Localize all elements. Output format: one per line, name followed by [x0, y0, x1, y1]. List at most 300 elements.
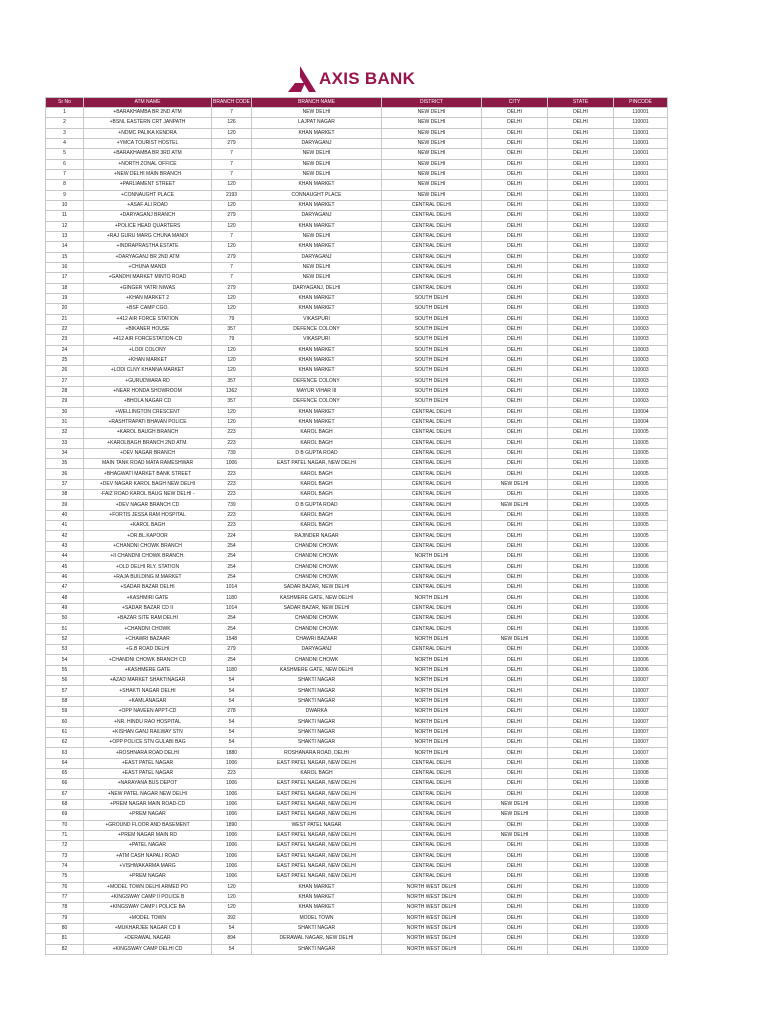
cell-branch-name: EAST PATEL NAGAR, NEW DELHI: [252, 779, 382, 789]
cell-city: NEW DELHI: [482, 799, 548, 809]
cell-pincode: 110008: [614, 872, 668, 882]
cell-pincode: 110004: [614, 417, 668, 427]
cell-sr-no: 47: [46, 583, 84, 593]
cell-branch-name: KAROL BAGH: [252, 769, 382, 779]
cell-branch-name: EAST PATEL NAGAR, NEW DELHI: [252, 758, 382, 768]
cell-district: CENTRAL DELHI: [382, 521, 482, 531]
cell-branch-code: 120: [212, 407, 252, 417]
cell-district: CENTRAL DELHI: [382, 252, 482, 262]
cell-pincode: 110003: [614, 366, 668, 376]
cell-branch-code: 279: [212, 283, 252, 293]
cell-sr-no: 21: [46, 314, 84, 324]
cell-sr-no: 77: [46, 892, 84, 902]
cell-branch-code: 1006: [212, 872, 252, 882]
cell-atm-name: +MUKHARJEE NAGAR CD II: [84, 923, 212, 933]
cell-branch-code: 1180: [212, 665, 252, 675]
table-row: [46, 665, 668, 675]
cell-branch-name: KAROL BAGH: [252, 428, 382, 438]
cell-sr-no: 81: [46, 934, 84, 944]
table-row: [46, 944, 668, 954]
cell-state: DELHI: [548, 913, 614, 923]
cell-pincode: 110004: [614, 407, 668, 417]
cell-sr-no: 36: [46, 469, 84, 479]
cell-city: DELHI: [482, 149, 548, 159]
column-header-branch-code: BRANCH CODE: [212, 98, 252, 108]
cell-sr-no: 32: [46, 428, 84, 438]
table-row: [46, 872, 668, 882]
cell-district: CENTRAL DELHI: [382, 820, 482, 830]
cell-district: NORTH DELHI: [382, 686, 482, 696]
cell-state: DELHI: [548, 128, 614, 138]
cell-pincode: 110002: [614, 252, 668, 262]
cell-pincode: 110007: [614, 748, 668, 758]
table-row: [46, 655, 668, 665]
cell-city: DELHI: [482, 738, 548, 748]
table-row: [46, 717, 668, 727]
cell-atm-name: +WELLINGTON CRESCENT: [84, 407, 212, 417]
cell-city: DELHI: [482, 707, 548, 717]
cell-sr-no: 37: [46, 479, 84, 489]
cell-branch-name: DARYAGANJ: [252, 138, 382, 148]
cell-state: DELHI: [548, 490, 614, 500]
cell-branch-name: KHAN MARKET: [252, 293, 382, 303]
cell-district: CENTRAL DELHI: [382, 490, 482, 500]
cell-branch-code: 1006: [212, 758, 252, 768]
cell-branch-code: 254: [212, 614, 252, 624]
cell-sr-no: 26: [46, 366, 84, 376]
cell-district: CENTRAL DELHI: [382, 283, 482, 293]
cell-atm-name: +SADAR BAZAR DELHI: [84, 583, 212, 593]
cell-atm-name: +412 AIR FORCE STATION: [84, 314, 212, 324]
cell-sr-no: 68: [46, 799, 84, 809]
cell-atm-name: +CHAWRI BAZAAR: [84, 634, 212, 644]
cell-branch-code: 223: [212, 469, 252, 479]
cell-sr-no: 66: [46, 779, 84, 789]
cell-atm-name: +DR.BL.KAPOOR: [84, 531, 212, 541]
cell-district: CENTRAL DELHI: [382, 799, 482, 809]
cell-branch-code: 120: [212, 345, 252, 355]
cell-district: CENTRAL DELHI: [382, 841, 482, 851]
cell-sr-no: 39: [46, 500, 84, 510]
cell-branch-name: NEW DELHI: [252, 159, 382, 169]
cell-city: DELHI: [482, 521, 548, 531]
cell-sr-no: 78: [46, 903, 84, 913]
cell-state: DELHI: [548, 149, 614, 159]
cell-atm-name: +DEV NAGAR BRANCH: [84, 448, 212, 458]
cell-district: NORTH DELHI: [382, 634, 482, 644]
cell-atm-name: +PATEL NAGAR: [84, 841, 212, 851]
cell-branch-code: 392: [212, 913, 252, 923]
cell-state: DELHI: [548, 262, 614, 272]
cell-state: DELHI: [548, 417, 614, 427]
cell-branch-name: DEFENCE COLONY: [252, 376, 382, 386]
cell-district: CENTRAL DELHI: [382, 211, 482, 221]
table-row: [46, 242, 668, 252]
cell-branch-name: EAST PATEL NAGAR, NEW DELHI: [252, 789, 382, 799]
cell-district: NEW DELHI: [382, 149, 482, 159]
cell-district: NORTH WEST DELHI: [382, 944, 482, 954]
cell-pincode: 110008: [614, 799, 668, 809]
table-body: [46, 108, 668, 955]
cell-state: DELHI: [548, 789, 614, 799]
cell-pincode: 110006: [614, 593, 668, 603]
cell-branch-name: DEFENCE COLONY: [252, 324, 382, 334]
cell-branch-name: NEW DELHI: [252, 231, 382, 241]
cell-city: DELHI: [482, 324, 548, 334]
cell-branch-name: KHAN MARKET: [252, 355, 382, 365]
cell-atm-name: +BARAKHAMBA BR 2ND ATM: [84, 108, 212, 118]
table-row: [46, 180, 668, 190]
cell-sr-no: 16: [46, 262, 84, 272]
table-row: [46, 521, 668, 531]
cell-atm-name: +CONNAUGHT PLACE: [84, 190, 212, 200]
cell-branch-name: CHANDNI CHOWK: [252, 614, 382, 624]
cell-state: DELHI: [548, 138, 614, 148]
cell-sr-no: 3: [46, 128, 84, 138]
cell-district: NORTH WEST DELHI: [382, 892, 482, 902]
cell-sr-no: 34: [46, 448, 84, 458]
table-row: [46, 438, 668, 448]
cell-district: NEW DELHI: [382, 108, 482, 118]
cell-district: CENTRAL DELHI: [382, 438, 482, 448]
cell-pincode: 110001: [614, 180, 668, 190]
cell-sr-no: 1: [46, 108, 84, 118]
cell-atm-name: +KINGSWAY CAMP DELHI CD: [84, 944, 212, 954]
cell-branch-code: 54: [212, 676, 252, 686]
table-row: [46, 861, 668, 871]
column-header-atm-name: ATM NAME: [84, 98, 212, 108]
cell-branch-code: 54: [212, 738, 252, 748]
cell-city: DELHI: [482, 459, 548, 469]
cell-city: DELHI: [482, 583, 548, 593]
cell-atm-name: +BSNL EASTERN CRT JANPATH: [84, 118, 212, 128]
cell-branch-code: 223: [212, 428, 252, 438]
cell-district: SOUTH DELHI: [382, 366, 482, 376]
cell-pincode: 110003: [614, 304, 668, 314]
cell-branch-name: CHANDNI CHOWK: [252, 541, 382, 551]
cell-pincode: 110009: [614, 944, 668, 954]
cell-city: NEW DELHI: [482, 634, 548, 644]
cell-state: DELHI: [548, 872, 614, 882]
cell-branch-code: 279: [212, 252, 252, 262]
cell-district: CENTRAL DELHI: [382, 872, 482, 882]
cell-atm-name: +GURUDWARA RD: [84, 376, 212, 386]
cell-atm-name: +YMCA TOURIST HOSTEL: [84, 138, 212, 148]
cell-branch-code: 1014: [212, 603, 252, 613]
cell-branch-name: KHAN MARKET: [252, 180, 382, 190]
cell-state: DELHI: [548, 231, 614, 241]
cell-city: DELHI: [482, 345, 548, 355]
cell-sr-no: 12: [46, 221, 84, 231]
cell-district: SOUTH DELHI: [382, 376, 482, 386]
cell-district: NORTH WEST DELHI: [382, 882, 482, 892]
cell-city: DELHI: [482, 913, 548, 923]
cell-city: DELHI: [482, 211, 548, 221]
cell-sr-no: 11: [46, 211, 84, 221]
cell-pincode: 110008: [614, 789, 668, 799]
cell-branch-code: 1006: [212, 841, 252, 851]
cell-pincode: 110003: [614, 293, 668, 303]
cell-pincode: 110001: [614, 128, 668, 138]
cell-branch-code: 54: [212, 727, 252, 737]
cell-branch-name: KAROL BAGH: [252, 479, 382, 489]
cell-district: NORTH WEST DELHI: [382, 934, 482, 944]
cell-district: CENTRAL DELHI: [382, 459, 482, 469]
table-row: [46, 335, 668, 345]
cell-branch-code: 279: [212, 138, 252, 148]
cell-state: DELHI: [548, 934, 614, 944]
cell-branch-name: KHAN MARKET: [252, 882, 382, 892]
cell-branch-name: SHAKTI NAGAR: [252, 944, 382, 954]
cell-district: CENTRAL DELHI: [382, 221, 482, 231]
cell-pincode: 110006: [614, 645, 668, 655]
cell-pincode: 110006: [614, 655, 668, 665]
cell-branch-code: 120: [212, 128, 252, 138]
cell-state: DELHI: [548, 882, 614, 892]
table-row: [46, 779, 668, 789]
cell-branch-code: 120: [212, 221, 252, 231]
column-header-pincode: PINCODE: [614, 98, 668, 108]
cell-branch-name: KAROL BAGH: [252, 521, 382, 531]
cell-pincode: 110002: [614, 262, 668, 272]
cell-atm-name: +EAST PATEL NAGAR: [84, 769, 212, 779]
cell-city: DELHI: [482, 200, 548, 210]
cell-sr-no: 72: [46, 841, 84, 851]
cell-sr-no: 9: [46, 190, 84, 200]
cell-pincode: 110009: [614, 903, 668, 913]
table-row: [46, 727, 668, 737]
cell-state: DELHI: [548, 944, 614, 954]
table-row: [46, 676, 668, 686]
cell-branch-code: 254: [212, 541, 252, 551]
table-row: [46, 851, 668, 861]
cell-pincode: 110006: [614, 572, 668, 582]
cell-district: NEW DELHI: [382, 169, 482, 179]
cell-state: DELHI: [548, 727, 614, 737]
cell-branch-code: 357: [212, 324, 252, 334]
cell-sr-no: 49: [46, 603, 84, 613]
cell-branch-name: KHAN MARKET: [252, 417, 382, 427]
cell-district: NORTH DELHI: [382, 655, 482, 665]
cell-atm-name: +412 AIR FORCESTATION-CD: [84, 335, 212, 345]
cell-district: CENTRAL DELHI: [382, 500, 482, 510]
table-row: [46, 923, 668, 933]
cell-atm-name: +CHANDNI CHOWK: [84, 624, 212, 634]
cell-district: NORTH DELHI: [382, 676, 482, 686]
cell-state: DELHI: [548, 211, 614, 221]
cell-city: DELHI: [482, 820, 548, 830]
cell-branch-name: EAST PATEL NAGAR, NEW DELHI: [252, 851, 382, 861]
cell-atm-name: +CHANDNI CHOWK BRANCH: [84, 541, 212, 551]
cell-state: DELHI: [548, 645, 614, 655]
cell-state: DELHI: [548, 448, 614, 458]
cell-sr-no: 2: [46, 118, 84, 128]
cell-atm-name: +LODI CLNY KHANNA MARKET: [84, 366, 212, 376]
cell-city: DELHI: [482, 872, 548, 882]
cell-pincode: 110006: [614, 583, 668, 593]
cell-district: CENTRAL DELHI: [382, 789, 482, 799]
cell-branch-code: 54: [212, 923, 252, 933]
cell-pincode: 110003: [614, 355, 668, 365]
cell-city: DELHI: [482, 665, 548, 675]
cell-sr-no: 76: [46, 882, 84, 892]
cell-district: SOUTH DELHI: [382, 355, 482, 365]
table-row: [46, 531, 668, 541]
cell-sr-no: 7: [46, 169, 84, 179]
cell-pincode: 110001: [614, 138, 668, 148]
table-row: [46, 624, 668, 634]
cell-state: DELHI: [548, 376, 614, 386]
cell-branch-name: KHAN MARKET: [252, 366, 382, 376]
cell-atm-name: +BIKANER HOUSE: [84, 324, 212, 334]
cell-atm-name: +PREM NAGAR: [84, 810, 212, 820]
cell-district: CENTRAL DELHI: [382, 407, 482, 417]
cell-branch-name: MODEL TOWN: [252, 913, 382, 923]
table-row: [46, 169, 668, 179]
cell-branch-code: 224: [212, 531, 252, 541]
cell-sr-no: 30: [46, 407, 84, 417]
table-row: [46, 293, 668, 303]
cell-district: NORTH WEST DELHI: [382, 913, 482, 923]
cell-state: DELHI: [548, 159, 614, 169]
cell-sr-no: 56: [46, 676, 84, 686]
cell-branch-code: 120: [212, 242, 252, 252]
cell-atm-name: +KINGSWAY CAMP I POLICE BA: [84, 903, 212, 913]
cell-branch-name: CHANDNI CHOWK: [252, 562, 382, 572]
cell-sr-no: 54: [46, 655, 84, 665]
cell-branch-code: 54: [212, 696, 252, 706]
cell-city: DELHI: [482, 417, 548, 427]
cell-pincode: 110007: [614, 707, 668, 717]
cell-branch-code: 120: [212, 304, 252, 314]
cell-city: DELHI: [482, 221, 548, 231]
cell-branch-name: KHAN MARKET: [252, 242, 382, 252]
cell-sr-no: 23: [46, 335, 84, 345]
cell-city: DELHI: [482, 686, 548, 696]
cell-city: DELHI: [482, 108, 548, 118]
table-row: [46, 882, 668, 892]
cell-sr-no: 43: [46, 541, 84, 551]
cell-state: DELHI: [548, 438, 614, 448]
cell-state: DELHI: [548, 293, 614, 303]
cell-state: DELHI: [548, 903, 614, 913]
cell-sr-no: 41: [46, 521, 84, 531]
cell-pincode: 110001: [614, 118, 668, 128]
cell-pincode: 110005: [614, 510, 668, 520]
cell-branch-code: 54: [212, 944, 252, 954]
cell-branch-name: EAST PATEL NAGAR, NEW DELHI: [252, 810, 382, 820]
cell-atm-name: +KISHAN GANJ RAILWAY STN: [84, 727, 212, 737]
cell-branch-code: 1006: [212, 861, 252, 871]
column-header-district: DISTRICT: [382, 98, 482, 108]
cell-branch-code: 7: [212, 169, 252, 179]
cell-city: DELHI: [482, 655, 548, 665]
table-row: [46, 231, 668, 241]
cell-pincode: 110007: [614, 676, 668, 686]
table-row: [46, 758, 668, 768]
table-row: [46, 324, 668, 334]
cell-branch-name: KASHMERE GATE, NEW DELHI: [252, 593, 382, 603]
cell-city: DELHI: [482, 128, 548, 138]
cell-district: CENTRAL DELHI: [382, 851, 482, 861]
cell-sr-no: 44: [46, 552, 84, 562]
cell-atm-name: +MODEL TOWN DELHI ARMED PO: [84, 882, 212, 892]
cell-state: DELHI: [548, 459, 614, 469]
cell-atm-name: +PREM NAGAR MAIN RD: [84, 830, 212, 840]
cell-city: DELHI: [482, 490, 548, 500]
cell-branch-code: 223: [212, 521, 252, 531]
cell-sr-no: 33: [46, 438, 84, 448]
cell-city: DELHI: [482, 118, 548, 128]
cell-atm-name: +LODI COLONY: [84, 345, 212, 355]
cell-city: DELHI: [482, 262, 548, 272]
cell-atm-name: +G.B ROAD DELHI: [84, 645, 212, 655]
cell-pincode: 110005: [614, 428, 668, 438]
cell-branch-name: EAST PATEL NAGAR, NEW DELHI: [252, 799, 382, 809]
cell-district: SOUTH DELHI: [382, 293, 482, 303]
cell-branch-name: DWARKA: [252, 707, 382, 717]
cell-district: SOUTH DELHI: [382, 314, 482, 324]
table-row: [46, 686, 668, 696]
table-row: [46, 820, 668, 830]
table-row: [46, 769, 668, 779]
cell-state: DELHI: [548, 500, 614, 510]
cell-state: DELHI: [548, 366, 614, 376]
cell-district: NEW DELHI: [382, 159, 482, 169]
cell-sr-no: 61: [46, 727, 84, 737]
cell-city: DELHI: [482, 273, 548, 283]
cell-branch-code: 1180: [212, 593, 252, 603]
cell-state: DELHI: [548, 665, 614, 675]
cell-pincode: 110008: [614, 861, 668, 871]
cell-sr-no: 20: [46, 304, 84, 314]
cell-state: DELHI: [548, 397, 614, 407]
cell-state: DELHI: [548, 676, 614, 686]
cell-sr-no: 35: [46, 459, 84, 469]
cell-state: DELHI: [548, 190, 614, 200]
cell-state: DELHI: [548, 335, 614, 345]
atm-branch-table: [45, 97, 668, 955]
cell-atm-name: +BAZAR SITE RAM DELHI: [84, 614, 212, 624]
cell-city: DELHI: [482, 923, 548, 933]
table-row: [46, 830, 668, 840]
cell-city: DELHI: [482, 293, 548, 303]
cell-city: DELHI: [482, 180, 548, 190]
cell-atm-name: +FORTIS JESSA RAM HOSPITAL: [84, 510, 212, 520]
cell-atm-name: +CHUNA MANDI: [84, 262, 212, 272]
cell-city: DELHI: [482, 252, 548, 262]
cell-branch-name: DARYAGANJ, DELHI: [252, 283, 382, 293]
cell-atm-name: +RASHTRAPATI BHAVAN POLICE: [84, 417, 212, 427]
cell-state: DELHI: [548, 221, 614, 231]
table-row: [46, 149, 668, 159]
cell-pincode: 110002: [614, 231, 668, 241]
cell-city: DELHI: [482, 138, 548, 148]
cell-atm-name: +POLICE HEAD QUARTERS: [84, 221, 212, 231]
cell-atm-name: +RAJ GURU MARG CHUNA MANDI: [84, 231, 212, 241]
cell-sr-no: 57: [46, 686, 84, 696]
cell-branch-code: 1880: [212, 748, 252, 758]
cell-branch-name: EAST PATEL NAGAR, NEW DELHI: [252, 830, 382, 840]
cell-branch-name: SHAKTI NAGAR: [252, 717, 382, 727]
cell-city: NEW DELHI: [482, 830, 548, 840]
cell-branch-name: KHAN MARKET: [252, 221, 382, 231]
cell-state: DELHI: [548, 861, 614, 871]
cell-branch-name: CHANDNI CHOWK: [252, 655, 382, 665]
table-row: [46, 407, 668, 417]
cell-branch-name: KHAN MARKET: [252, 128, 382, 138]
table-row: [46, 645, 668, 655]
